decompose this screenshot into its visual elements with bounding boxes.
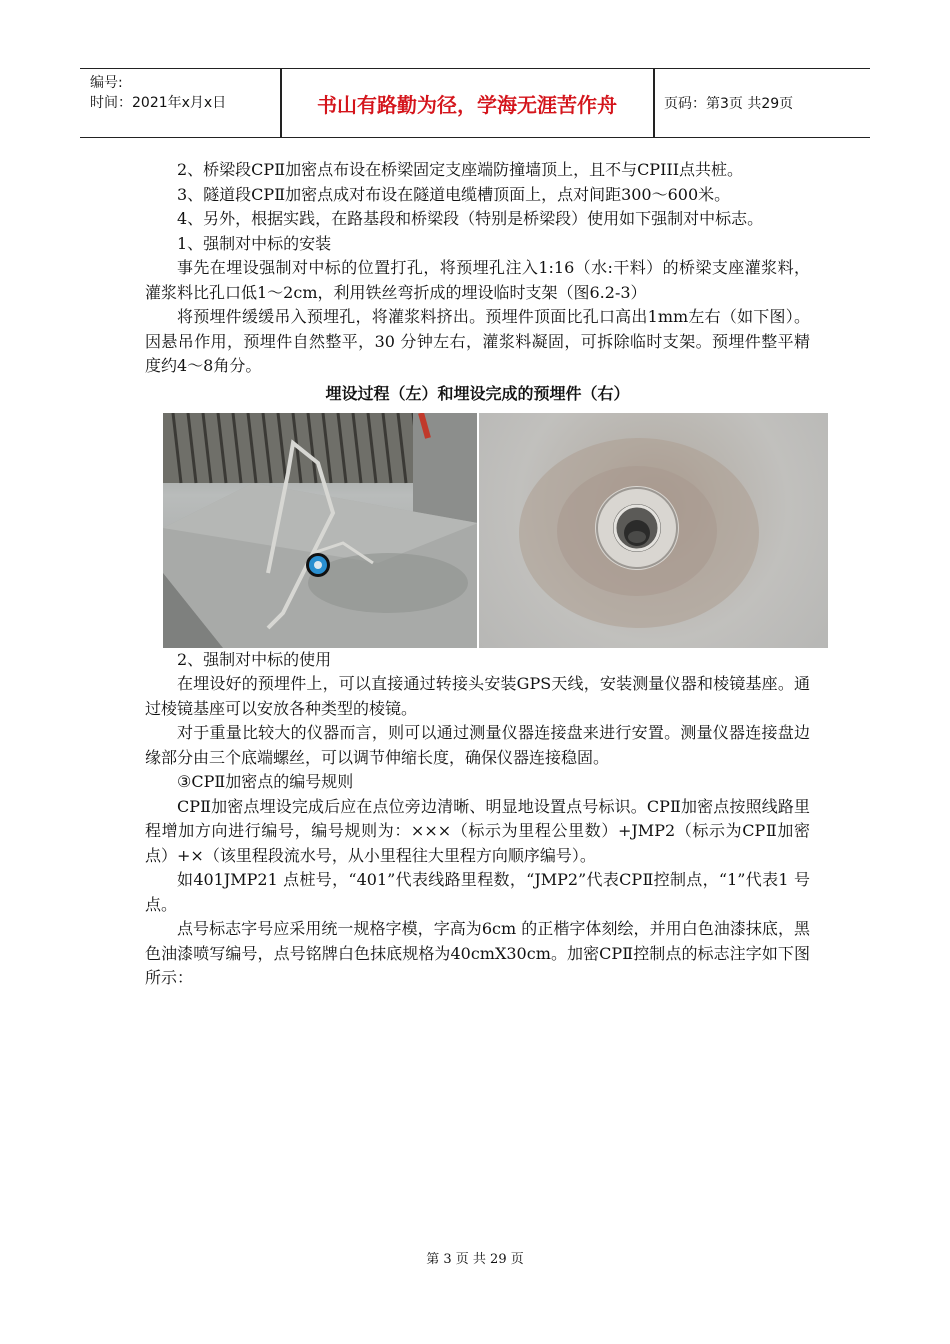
header-meta xyxy=(90,73,280,113)
header-page-label: 页码：第3页 共29页 xyxy=(664,96,794,112)
paragraph: CPⅡ加密点埋设完成后应在点位旁边清晰、明显地设置点号标识。CPⅡ加密点按照线路里程增加方向进行编号，编号规则为：×××（标示为里程公里数）+JMP2（标示为CPⅡ加密点）+×（该里程段流水号，从小里程往大里程方向顺序编号）。 xyxy=(145,796,810,865)
figure-caption: 埋设过程（左）和埋设完成的预埋件（右） xyxy=(325,383,630,403)
header-time-label: 时间：2021年x月x日 xyxy=(90,95,227,111)
figure-photos xyxy=(163,413,828,648)
photo-embedded-part-drawing xyxy=(479,413,828,648)
subheading: 1、强制对中标的安装 xyxy=(177,233,332,253)
paragraph: 将预埋件缓缓吊入预埋孔，将灌浆料挤出。预埋件顶面比孔口高出1mm左右（如下图）。因悬吊作用，预埋件自然整平，30 分钟左右，灌浆料凝固，可拆除临时支架。预埋件整平精度约4～8角分。 xyxy=(145,307,810,375)
page-footer: 第 3 页 共 29 页 xyxy=(426,1252,524,1267)
photo-embedded-part xyxy=(479,413,828,648)
paragraph: 4、另外，根据实践，在路基段和桥梁段（特别是桥梁段）使用如下强制对中标志。 xyxy=(177,209,764,228)
header-number-label: 编号: xyxy=(90,75,123,91)
photo-embedding-process-drawing xyxy=(163,413,477,648)
subheading: 2、强制对中标的使用 xyxy=(177,649,332,669)
paragraph: 2、桥梁段CPⅡ加密点布设在桥梁固定支座端防撞墙顶上，且不与CPIII点共桩。 xyxy=(177,160,744,179)
header-motto: 书山有路勤为径，学海无涯苦作舟 xyxy=(317,92,617,117)
paragraph: 事先在埋设强制对中标的位置打孔，将预埋孔注入1:16（水:干料）的桥梁支座灌浆料，灌浆料比孔口低1～2cm，利用铁丝弯折成的埋设临时支架（图6.2-3） xyxy=(145,258,810,302)
paragraph: 如401JMP21 点桩号，“401”代表线路里程数，“JMP2”代表CPⅡ控制点，“1”代表1 号点。 xyxy=(145,870,810,914)
paragraph: 对于重量比较大的仪器而言，则可以通过测量仪器连接盘来进行安置。测量仪器连接盘边缘部分由三个底端螺丝，可以调节伸缩长度，确保仪器连接稳固。 xyxy=(145,723,810,767)
page-header xyxy=(80,68,870,138)
paragraph: 点号标志字号应采用统一规格字模，字高为6cm 的正楷字体刻绘，并用白色油漆抹底，黑色油漆喷写编号，点号铭牌白色抹底规格为40cmX30cm。加密CPⅡ控制点的标志注字如下图所示： xyxy=(145,919,810,987)
photo-embedding-process xyxy=(163,413,477,648)
header-divider xyxy=(653,69,655,137)
paragraph: 3、隧道段CPⅡ加密点成对布设在隧道电缆槽顶面上，点对间距300～600米。 xyxy=(177,184,731,204)
paragraph: 在埋设好的预埋件上，可以直接通过转接头安装GPS天线，安装测量仪器和棱镜基座。通过棱镜基座可以安放各种类型的棱镜。 xyxy=(145,674,810,718)
subheading: ③CPⅡ加密点的编号规则 xyxy=(177,772,354,791)
document-body xyxy=(145,158,810,991)
